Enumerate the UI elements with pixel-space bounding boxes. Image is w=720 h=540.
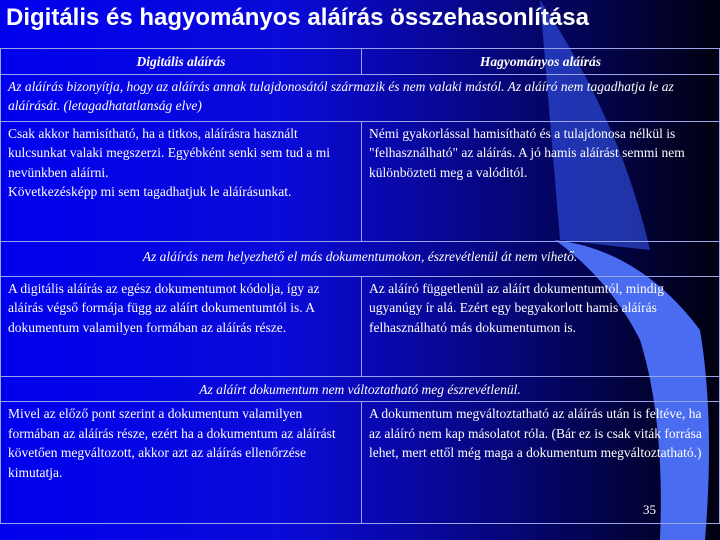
shared-cell: Az aláírás nem helyezhető el más dokumentumokon, észrevétlenül át nem vihető. — [1, 241, 720, 276]
slide-title: Digitális és hagyományos aláírás összehasonlítása — [6, 4, 589, 31]
table-row — [1, 121, 720, 241]
digital-text: Következésképp mi sem tagadhatjuk le aláírásunkat. — [8, 184, 292, 199]
table-row — [1, 241, 720, 276]
digital-cell: A digitális aláírás az egész dokumentumot kódolja, így az aláírás végső formája függ az aláírt dokumentumtól is. A dokumentum valamilyen formában az aláírás része. — [1, 276, 362, 376]
traditional-cell: Az aláíró függetlenül az aláírt dokumentumtól, mindig ugyanúgy ír alá. Ezért egy begyakorlott hamis aláírás felhasználható más dokumentumon is. — [362, 276, 720, 376]
header-digital: Digitális aláírás — [1, 49, 362, 75]
comparison-table — [0, 48, 720, 524]
table-row — [1, 276, 720, 376]
traditional-cell: Némi gyakorlással hamisítható és a tulajdonosa nélkül is "felhasználható" az aláírás. A jó hamis aláírást semmi nem különbözteti meg a valóditól. — [362, 121, 720, 241]
traditional-cell: A dokumentum megváltoztatható az aláírás után is feltéve, ha az aláíró nem kap másolatot róla. (Bár ez is csak viták forrása lehet, mert ettől még maga a dokumentum megváltoztatható.) — [362, 402, 720, 524]
table-row — [1, 402, 720, 524]
shared-cell: Az aláírt dokumentum nem változtatható meg észrevétlenül. — [1, 376, 720, 402]
digital-cell — [1, 121, 362, 241]
table-row — [1, 376, 720, 402]
header-traditional: Hagyományos aláírás — [362, 49, 720, 75]
header-row — [1, 49, 720, 75]
shared-cell: Az aláírás bizonyítja, hogy az aláírás annak tulajdonosától származik és nem valaki mástól. Az aláíró nem tagadhatja le az aláírását. (letagadhatatlanság elve) — [1, 74, 720, 121]
digital-cell: Mivel az előző pont szerint a dokumentum valamilyen formában az aláírás része, ezért ha a dokumentum az aláírást követően megváltozott, akkor azt az aláírás ellenőrzése kimutatja. — [1, 402, 362, 524]
page-number: 35 — [643, 502, 656, 517]
digital-text: Csak akkor hamisítható, ha a titkos, aláírásra használt kulcsunkat valaki megszerzi. Egyébként senki sem tud a mi nevünkben aláírni. — [8, 125, 331, 180]
table-row — [1, 74, 720, 121]
